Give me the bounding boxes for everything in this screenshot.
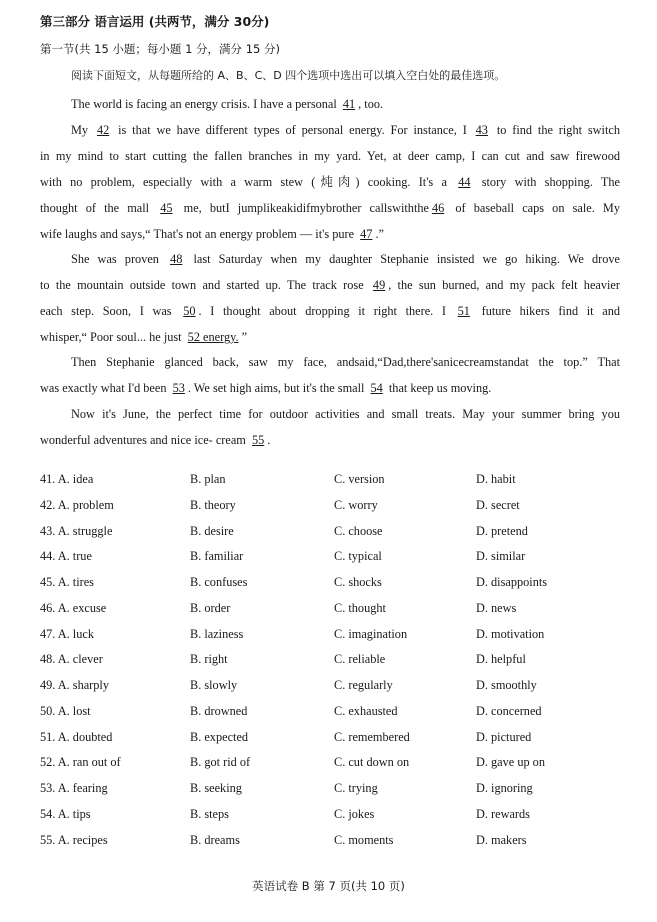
option-b: B. plan [190, 472, 226, 486]
option-d: D. motivation [476, 627, 545, 641]
question-row [40, 627, 640, 643]
passage-line: whisper,“ Poor soul... he just 52 energy. ” [40, 330, 248, 344]
option-b: B. theory [190, 498, 236, 512]
option-a: 51. A. doubted [40, 730, 113, 744]
option-a: 42. A. problem [40, 498, 114, 512]
blank-46: 46 [431, 201, 445, 215]
question-row [40, 524, 640, 540]
option-b: B. drowned [190, 704, 248, 718]
passage-line: She was proven 48 last Saturday when my daughter Stephanie insisted we go hiking. We drove [71, 252, 620, 266]
blank-55: 55 [251, 433, 265, 447]
option-d: D. pretend [476, 524, 528, 538]
option-d: D. ignoring [476, 781, 533, 795]
option-b: B. order [190, 601, 231, 615]
option-b: B. right [190, 652, 228, 666]
question-row [40, 704, 640, 720]
blank-53: 53 [172, 381, 185, 395]
question-row [40, 755, 640, 771]
option-b: B. laziness [190, 627, 244, 641]
section-title: 第三部分 语言运用 (共两节，满分 30分) [40, 14, 270, 29]
question-row [40, 781, 640, 797]
option-c: C. choose [334, 524, 383, 538]
option-b: B. familiar [190, 549, 244, 563]
option-c: C. worry [334, 498, 378, 512]
passage-line: The world is facing an energy crisis. I have a personal 41 , too. [71, 97, 384, 111]
option-a: 50. A. lost [40, 704, 91, 718]
passage-line: each step. Soon, I was 50 . I thought about dropping it right there. I 51 future hikers find it and [40, 304, 621, 318]
option-d: D. makers [476, 833, 527, 847]
option-b: B. confuses [190, 575, 248, 589]
option-b: B. desire [190, 524, 234, 538]
passage-line: in my mind to start cutting the fallen branches in my yard. Yet, at deer camp, I can cut and saw firewood [40, 149, 620, 163]
option-a: 47. A. luck [40, 627, 94, 641]
passage-line: wife laughs and says,“ That's not an energy problem — it's pure 47 .” [40, 227, 384, 241]
question-row [40, 472, 640, 488]
option-b: B. expected [190, 730, 249, 744]
instruction-text: 阅读下面短文，从每题所给的 A、B、C、D 四个选项中选出可以填入空白处的最佳选项。 [71, 69, 506, 82]
passage-line: to the mountain outside town and started up. The track rose 49 , the sun burned, and my pack felt heavier [40, 278, 620, 292]
passage-line: thought of the mall 45 me, butI jumplikeakidifmybrother callswiththe 46 of baseball caps on sale. My [40, 201, 621, 215]
option-a: 53. A. fearing [40, 781, 108, 795]
blank-54: 54 [370, 381, 383, 395]
option-a: 45. A. tires [40, 575, 94, 589]
option-d: D. helpful [476, 652, 526, 666]
option-a: 52. A. ran out of [40, 755, 121, 769]
option-a: 41. A. idea [40, 472, 94, 486]
blank-51: 51 [457, 304, 470, 318]
option-c: C. regularly [334, 678, 393, 692]
option-d: D. gave up on [476, 755, 545, 769]
option-d: D. smoothly [476, 678, 537, 692]
option-d: D. news [476, 601, 517, 615]
option-c: C. jokes [334, 807, 375, 821]
option-d: D. habit [476, 472, 516, 486]
question-row [40, 730, 640, 746]
page-footer: 英语试卷 B 第 7 页(共 10 页) [252, 879, 405, 893]
question-row [40, 678, 640, 694]
question-row [40, 652, 640, 668]
blank-47: 47 [360, 227, 373, 241]
option-a: 55. A. recipes [40, 833, 108, 847]
subsection-title: 第一节(共 15 小题；每小题 1 分，满分 15 分) [40, 42, 280, 56]
option-c: C. imagination [334, 627, 408, 641]
option-c: C. shocks [334, 575, 382, 589]
option-c: C. trying [334, 781, 378, 795]
passage-line: Then Stephanie glanced back, saw my face, andsaid,“Dad,there'sanicecreamstandat the top.” That [71, 355, 620, 369]
blank-48: 48 [170, 252, 183, 266]
option-c: C. version [334, 472, 385, 486]
option-b: B. steps [190, 807, 229, 821]
option-c: C. reliable [334, 652, 386, 666]
blank-52: 52 energy. [187, 330, 239, 344]
blank-45: 45 [160, 201, 173, 215]
option-d: D. disappoints [476, 575, 548, 589]
option-b: B. slowly [190, 678, 238, 692]
option-a: 46. A. excuse [40, 601, 107, 615]
option-b: B. seeking [190, 781, 242, 795]
option-a: 49. A. sharply [40, 678, 109, 692]
question-row [40, 575, 640, 591]
question-row [40, 601, 640, 617]
option-d: D. pictured [476, 730, 532, 744]
passage-line: My 42 is that we have different types of personal energy. For instance, I 43 to find the right switch [71, 123, 620, 137]
option-a: 48. A. clever [40, 652, 103, 666]
option-b: B. got rid of [190, 755, 251, 769]
option-c: C. thought [334, 601, 386, 615]
option-b: B. dreams [190, 833, 240, 847]
option-c: C. exhausted [334, 704, 398, 718]
passage-line: wonderful adventures and nice ice- cream 55 . [40, 433, 271, 447]
blank-43: 43 [475, 123, 488, 137]
option-d: D. concerned [476, 704, 542, 718]
option-d: D. rewards [476, 807, 530, 821]
question-row [40, 807, 640, 823]
option-c: C. typical [334, 549, 382, 563]
blank-42: 42 [96, 123, 110, 137]
option-d: D. secret [476, 498, 520, 512]
blank-44: 44 [458, 175, 471, 189]
passage-line: with no problem, especially with a warm stew (炖肉) cooking. It's a 44 story with shopping. The [40, 175, 620, 189]
blank-41: 41 [342, 97, 356, 111]
option-a: 54. A. tips [40, 807, 91, 821]
passage-line: was exactly what I'd been 53 . We set high aims, but it's the small 54 that keep us moving. [40, 381, 492, 395]
question-row [40, 498, 640, 514]
question-row [40, 833, 640, 849]
blank-50: 50 [183, 304, 196, 318]
passage-line: Now it's June, the perfect time for outdoor activities and small treats. May your summer bring you [71, 407, 620, 421]
option-c: C. cut down on [334, 755, 410, 769]
question-row [40, 549, 640, 565]
blank-49: 49 [372, 278, 386, 292]
option-a: 44. A. true [40, 549, 92, 563]
option-d: D. similar [476, 549, 526, 563]
option-c: C. remembered [334, 730, 410, 744]
option-c: C. moments [334, 833, 394, 847]
option-a: 43. A. struggle [40, 524, 113, 538]
